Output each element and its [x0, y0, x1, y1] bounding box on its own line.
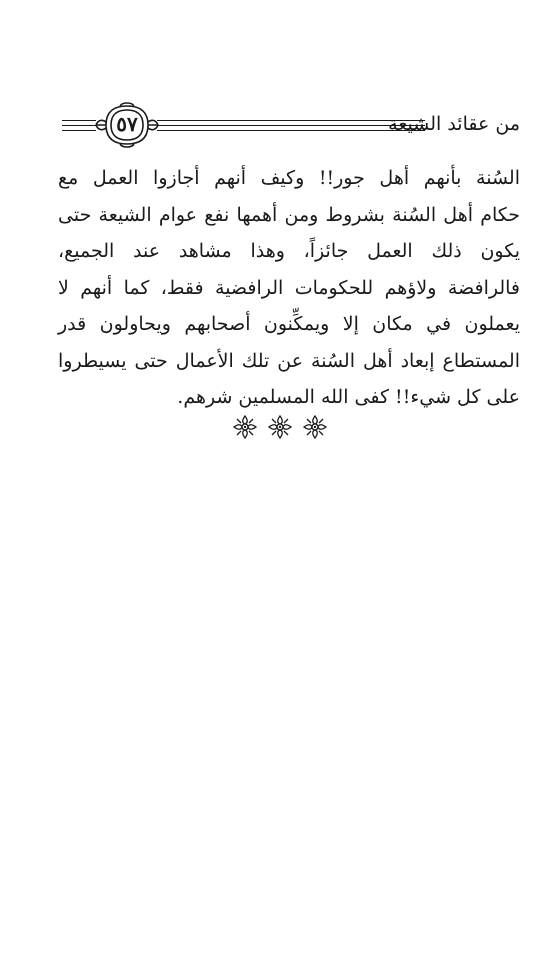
page-number: ٥٧ [116, 112, 138, 136]
text-line: على كل شيء!! كفى الله المسلمين شرهم. [177, 386, 520, 408]
text-line: يكون ذلك العمل جائزاً، وهذا مشاهد عند الجميع، [58, 240, 520, 262]
header-rule [62, 130, 96, 131]
text-line: السُنة بأنهم أهل جور!! وكيف أنهم أجازوا العمل مع [58, 167, 520, 189]
section-divider-ornaments [232, 412, 328, 442]
floral-star-icon [267, 414, 293, 440]
floral-star-icon [232, 414, 258, 440]
body-text [58, 160, 520, 416]
text-line: يعملون في مكان إلا ويمكِّنون أصحابهم ويحاولون قدر [58, 313, 520, 335]
page-number-medallion [92, 100, 162, 150]
header-rule [62, 120, 96, 121]
header-rule [157, 130, 425, 131]
text-line: المستطاع إبعاد أهل السُنة عن تلك الأعمال حتى يسيطروا [58, 349, 520, 372]
text-line: فالرافضة ولاؤهم للحكومات الرافضية فقط، كما أنهم لا [58, 276, 520, 299]
running-title: من عقائد الشيعة [388, 113, 520, 135]
text-line: حكام أهل السُنة بشروط ومن أهمها نفع عوام الشيعة حتى [58, 203, 520, 226]
header-rule [62, 125, 96, 126]
header-rule [157, 120, 425, 121]
running-header [62, 100, 520, 150]
header-rule [157, 125, 425, 126]
floral-star-icon [302, 414, 328, 440]
